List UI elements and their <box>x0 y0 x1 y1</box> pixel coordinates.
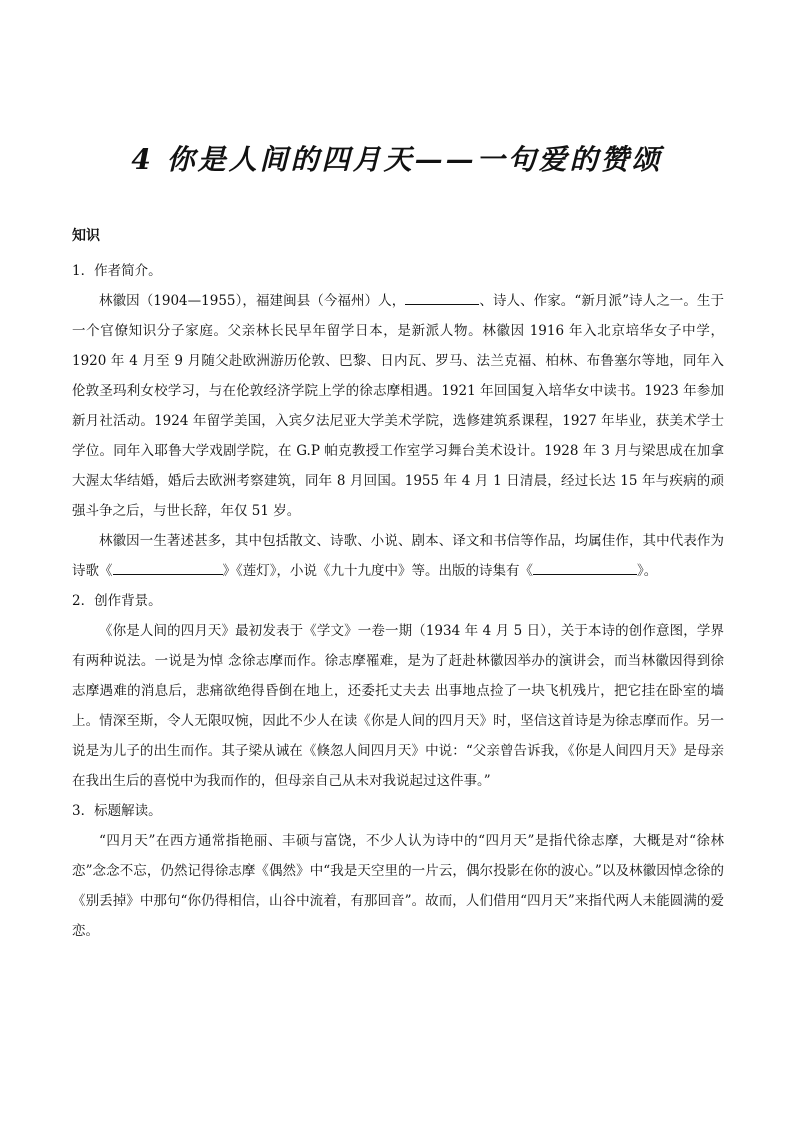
fill-blank-poem[interactable] <box>113 556 223 575</box>
paragraph-author-bio <box>72 286 724 526</box>
document-body <box>72 256 724 946</box>
fill-blank-occupation[interactable] <box>405 286 479 305</box>
text-segment: 》《莲灯》，小说《九十九度中》等。出版的诗集有《 <box>222 563 533 579</box>
paragraph-author-works <box>72 526 724 586</box>
paragraph-title-interpretation: “四月天”在西方通常指艳丽、丰硕与富饶，不少人认为诗中的“四月天”是指代徐志摩，大概是对“徐林恋”念念不忘，仍然记得徐志摩《偶然》中“我是天空里的一片云，偶尔投影在你的波心。”以及林徽因悼念徐的《别丢掉》中那句“你仍得相信，山谷中流着，有那回音”。故而，人们借用“四月天”来指代两人未能圆满的爱恋。 <box>72 833 724 939</box>
paragraph-background: 《你是人间的四月天》最初发表于《学文》一卷一期（1934 年 4 月 5 日），关于本诗的创作意图，学界有两种说法。一说是为悼 念徐志摩而作。徐志摩罹难，是为了赶赴林徽因举办的演讲会，而当林徽因得到徐志摩遇难的消息后，悲痛欲绝得昏倒在地上，还委托丈夫去 出事地点捡了一块飞机残片，把它挂在卧室的墙上。情深至斯，令人无限叹惋，因此不少人在读《你是人间的四月天》时，坚信这首诗是为徐志摩而作。另一说是为儿子的出生而作。其子梁从诫在《倏忽人间四月天》中说：“父亲曾告诉我，《你是人间四月天》是母亲在我出生后的喜悦中为我而作的，但母亲自己从未对我说起过这件事。” <box>72 623 724 789</box>
document-title: 4 你是人间的四月天——一句爱的赞颂 <box>131 143 663 176</box>
text-segment: 》。 <box>637 563 658 579</box>
heading-background: 2．创作背景。 <box>72 593 162 609</box>
heading-title-interpretation: 3．标题解读。 <box>72 803 162 819</box>
text-segment: 林徽因（1904—1955），福建闽县（今福州）人， <box>99 293 406 309</box>
text-segment: 、诗人、作家。“新月派”诗人之一。生于一个官僚知识分子家庭。父亲林长民早年留学日本，是新派人物。林徽因 1916 年入北京培华女子中学，1920 年 4 月至 9 月随父赴欧洲游历伦敦、巴黎、日内瓦、罗马、法兰克福、柏林、布鲁塞尔等地，同年入伦敦圣玛利女校学习，与在伦敦经济学院上学的徐志摩相遇。1921 年回国复入培华女中读书。1923 年参加新月社活动。1924 年留学美国，入宾夕法尼亚大学美术学院，选修建筑系课程，1927 年毕业，获美术学士学位。同年入耶鲁大学戏剧学院，在 G.P 帕克教授工作室学习舞台美术设计。1928 年 3 月与梁思成在加拿大渥太华结婚，婚后去欧洲考察建筑，同年 8 月回国。1955 年 4 月 1 日清晨，经过长达 15 年与疾病的顽强斗争之后，与世长辞，年仅 51 岁。 <box>72 293 724 519</box>
text-segment: 林徽因一生著述甚多，其中包括散文、诗歌、小说、剧本、译文和书信等作品，均属佳作，其中代表作为诗歌《 <box>72 533 724 579</box>
fill-blank-poetry-collection[interactable] <box>533 556 637 575</box>
heading-author-intro: 1．作者简介。 <box>72 263 162 279</box>
section-label-knowledge: 知识 <box>72 228 100 244</box>
